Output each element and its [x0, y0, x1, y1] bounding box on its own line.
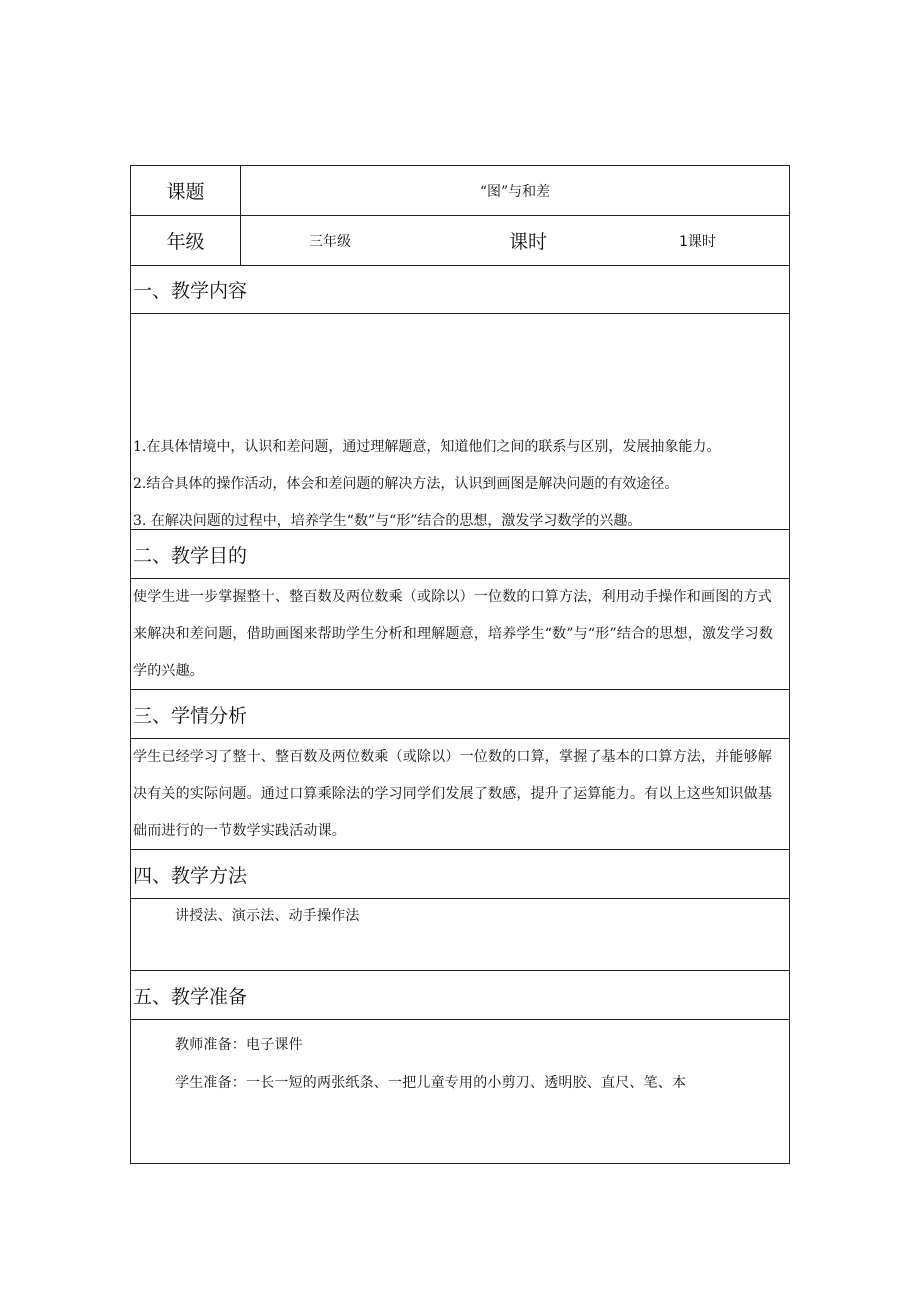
preparation-list	[131, 1020, 789, 1102]
student-preparation: 学生准备：一长一短的两张纸条、一把儿童专用的小剪刀、透明胶、直尺、笔、本	[175, 1075, 687, 1091]
content-item: 2.结合具体的操作活动，体会和差问题的解决方法，认识到画图是解决问题的有效途径。	[133, 476, 679, 492]
section-body-purpose	[131, 579, 789, 690]
section-body-methods	[131, 899, 789, 971]
content-item: 3. 在解决问题的过程中，培养学生“数”与“形”结合的思想，激发学习数学的兴趣。	[133, 513, 642, 529]
content-item: 1.在具体情境中，认识和差问题，通过理解题意，知道他们之间的联系与区别，发展抽象能力。	[133, 439, 721, 455]
analysis-text: 学生已经学习了整十、整百数及两位数乘（或除以）一位数的口算，掌握了基本的口算方法，并能够解决有关的实际问题。通过口算乘除法的学习同学们发展了数感，提升了运算能力。有以上这些知识做基础而进行的一节数学实践活动课。	[133, 749, 772, 839]
section-heading-content: 一、教学内容	[131, 266, 789, 314]
section-heading-purpose: 二、教学目的	[131, 530, 789, 579]
content-list	[133, 429, 785, 540]
grade-label: 年级	[131, 216, 241, 265]
period-label: 课时	[509, 231, 548, 253]
methods-text: 讲授法、演示法、动手操作法	[175, 908, 360, 924]
grade-row	[131, 216, 789, 266]
purpose-text: 使学生进一步掌握整十、整百数及两位数乘（或除以）一位数的口算方法，利用动手操作和画图的方式来解决和差问题，借助画图来帮助学生分析和理解题意，培养学生“数”与“形”结合的思想，激发学习数学的兴趣。	[133, 589, 774, 679]
section-body-content	[131, 314, 789, 530]
lesson-plan-table	[130, 165, 790, 1164]
section-body-analysis	[131, 739, 789, 850]
section-heading-preparation: 五、教学准备	[131, 971, 789, 1020]
topic-value: “图”与和差	[479, 183, 551, 200]
period-value: 1课时	[679, 233, 716, 250]
teacher-preparation: 教师准备：电子课件	[175, 1037, 303, 1053]
section-body-preparation	[131, 1020, 789, 1165]
section-heading-methods: 四、教学方法	[131, 850, 789, 899]
grade-value: 三年级	[309, 233, 351, 250]
topic-row	[131, 166, 789, 216]
section-heading-analysis: 三、学情分析	[131, 690, 789, 739]
topic-label: 课题	[131, 166, 241, 215]
